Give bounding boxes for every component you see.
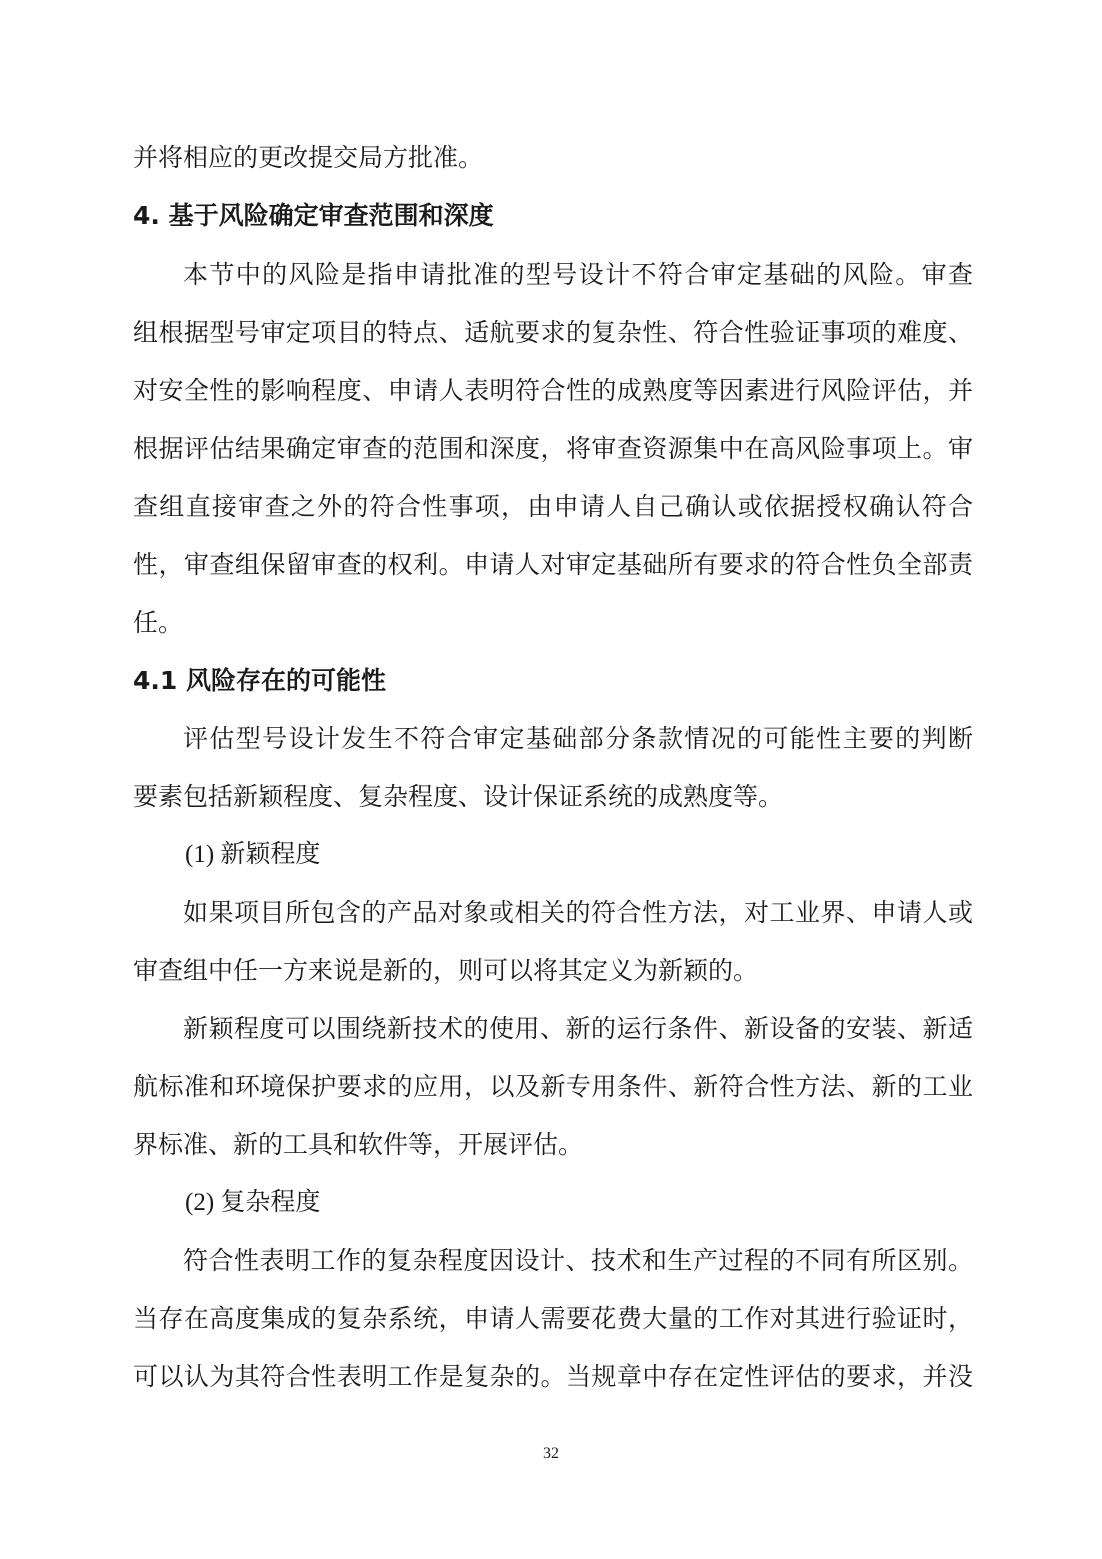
- paragraph-line: 要素包括新颖程度、复杂程度、设计保证系统的成熟度等。: [133, 782, 784, 811]
- section-heading: 4. 基于风险确定审查范围和深度: [133, 201, 494, 230]
- paragraph-line: 并将相应的更改提交局方批准。: [133, 143, 484, 172]
- paragraph-line: 当存在高度集成的复杂系统，申请人需要花费大量的工作对其进行验证时，: [133, 1304, 973, 1333]
- paragraph-line: 界标准、新的工具和软件等，开展评估。: [133, 1130, 584, 1159]
- paragraph-line: 根据评估结果确定审查的范围和深度，将审查资源集中在高风险事项上。审: [133, 434, 973, 463]
- paragraph-line: 符合性表明工作的复杂程度因设计、技术和生产过程的不同有所区别。: [183, 1246, 973, 1275]
- item-heading: (2) 复杂程度: [185, 1189, 321, 1216]
- page-number: 32: [543, 1445, 559, 1462]
- paragraph-line: 任。: [133, 608, 184, 637]
- paragraph-line: 查组直接审查之外的符合性事项，由申请人自己确认或依据授权确认符合: [133, 492, 973, 521]
- paragraph-line: 组根据型号审定项目的特点、适航要求的复杂性、符合性验证事项的难度、: [133, 318, 973, 347]
- paragraph-line: 新颖程度可以围绕新技术的使用、新的运行条件、新设备的安装、新适: [183, 1014, 973, 1043]
- paragraph-line: 性，审查组保留审查的权利。申请人对审定基础所有要求的符合性负全部责: [133, 550, 973, 579]
- item-heading: (1) 新颖程度: [185, 841, 321, 868]
- paragraph-line: 如果项目所包含的产品对象或相关的符合性方法，对工业界、申请人或: [183, 898, 973, 927]
- paragraph-line: 可以认为其符合性表明工作是复杂的。当规章中存在定性评估的要求，并没: [133, 1362, 973, 1391]
- paragraph-line: 审查组中任一方来说是新的，则可以将其定义为新颖的。: [133, 956, 759, 985]
- paragraph-line: 本节中的风险是指申请批准的型号设计不符合审定基础的风险。审查: [183, 260, 973, 289]
- paragraph-line: 对安全性的影响程度、申请人表明符合性的成熟度等因素进行风险评估，并: [133, 376, 973, 405]
- paragraph-line: 评估型号设计发生不符合审定基础部分条款情况的可能性主要的判断: [183, 724, 973, 753]
- subsection-heading: 4.1 风险存在的可能性: [133, 666, 386, 695]
- paragraph-line: 航标准和环境保护要求的应用，以及新专用条件、新符合性方法、新的工业: [133, 1072, 973, 1101]
